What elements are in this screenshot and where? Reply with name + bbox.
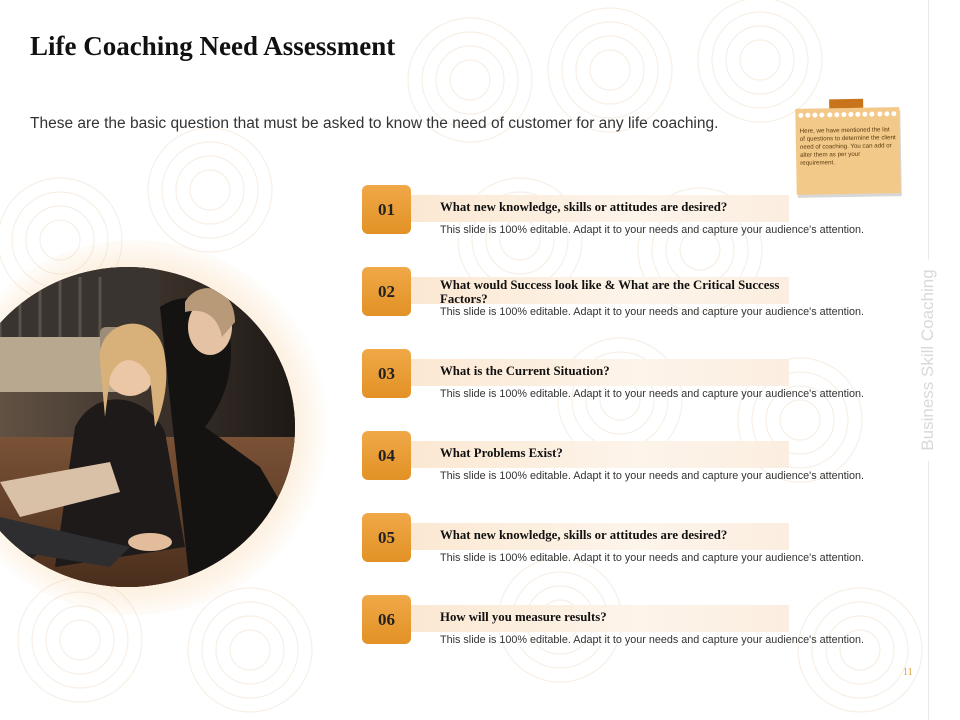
item-number-badge: 03: [362, 349, 411, 398]
list-item: [360, 431, 920, 501]
list-item: [360, 349, 920, 419]
question-text: What Problems Exist?: [440, 446, 563, 460]
question-band: [411, 277, 789, 304]
slide-title: Life Coaching Need Assessment: [30, 31, 396, 61]
note-clip: [829, 99, 863, 109]
note-text: Here, we have mentioned the list of questions to determine the client need of coaching. You can add or alter them as per your requirement.: [799, 126, 896, 168]
question-band: [411, 359, 789, 386]
item-description: This slide is 100% editable. Adapt it to your needs and capture your audience's attention.: [440, 552, 865, 564]
item-description: This slide is 100% editable. Adapt it to your needs and capture your audience's attention.: [440, 388, 865, 400]
item-number-badge: 05: [362, 513, 411, 562]
question-text: What new knowledge, skills or attitudes are desired?: [440, 200, 728, 214]
side-section-label: Business Skill Coaching: [918, 259, 938, 460]
item-description: This slide is 100% editable. Adapt it to your needs and capture your audience's attention.: [440, 634, 865, 646]
item-number-badge: 02: [362, 267, 411, 316]
sticky-note: [795, 107, 900, 195]
question-band: [411, 441, 789, 468]
question-text: What new knowledge, skills or attitudes are desired?: [440, 528, 728, 542]
item-description: This slide is 100% editable. Adapt it to your needs and capture your audience's attention.: [440, 306, 865, 318]
question-text: What is the Current Situation?: [440, 364, 610, 378]
list-item: [360, 267, 920, 337]
question-text: How will you measure results?: [440, 610, 607, 624]
page-number: 11: [903, 667, 913, 678]
item-description: This slide is 100% editable. Adapt it to your needs and capture your audience's attention.: [440, 224, 865, 236]
list-item: [360, 185, 920, 255]
item-number-badge: 04: [362, 431, 411, 480]
list-item: [360, 595, 920, 665]
question-band: [411, 605, 789, 632]
question-band: [411, 523, 789, 550]
question-text: What would Success look like & What are the Critical Success Factors?: [440, 278, 780, 306]
slide-subtitle: These are the basic question that must be asked to know the need of customer for any life coaching.: [30, 115, 719, 132]
item-number-badge: 01: [362, 185, 411, 234]
note-binding-dots: [798, 111, 896, 118]
list-item: [360, 513, 920, 583]
item-description: This slide is 100% editable. Adapt it to your needs and capture your audience's attention.: [440, 470, 865, 482]
item-number-badge: 06: [362, 595, 411, 644]
question-band: [411, 195, 789, 222]
